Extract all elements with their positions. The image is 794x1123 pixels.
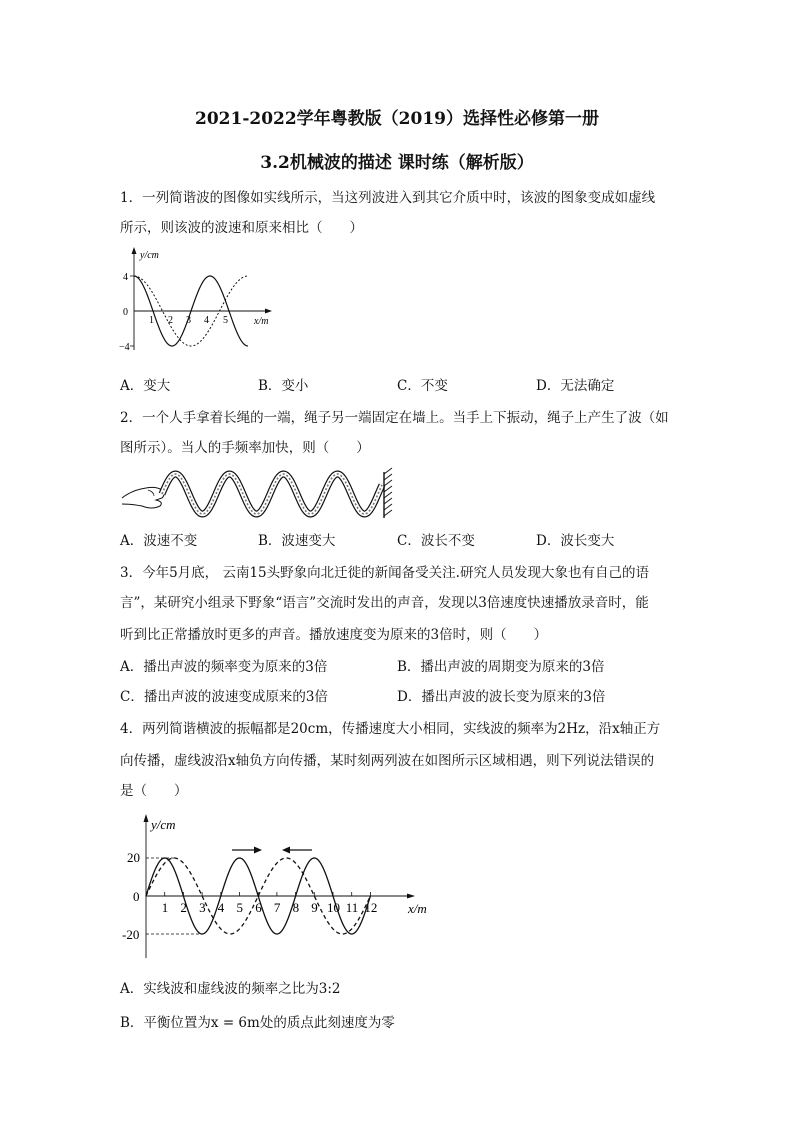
q1-y-label: y/cm bbox=[140, 250, 159, 261]
q3-option-a[interactable]: A．播出声波的频率变为原来的3倍 bbox=[120, 659, 328, 675]
q1-x-label: x/m bbox=[254, 316, 269, 327]
q3-line-1: 3．今年5月底， 云南15头野象向北迁徙的新闻备受关注.研究人员发现大象也有自己的语 bbox=[120, 565, 649, 581]
q1-x-tick: 4 bbox=[204, 315, 209, 326]
q1-x-tick: 5 bbox=[223, 315, 228, 326]
q1-y-tick: −4 bbox=[119, 342, 130, 353]
q4-x-tick: 6 bbox=[255, 900, 262, 915]
q1-option-c[interactable]: C．不变 bbox=[397, 378, 448, 394]
q2-option-c[interactable]: C．波长不变 bbox=[397, 533, 475, 549]
right-arrow-icon bbox=[254, 847, 262, 854]
q3-line-2: 言”，某研究小组录下野象“语言”交流时发出的声音，发现以3倍速度快速播放录音时，能 bbox=[120, 595, 649, 611]
q4-x-tick: 9 bbox=[311, 900, 318, 915]
page-title-line2: 3.2机械波的描述 课时练（解析版） bbox=[260, 153, 534, 173]
q4-x-tick: 4 bbox=[217, 900, 225, 915]
q4-line-2: 向传播，虚线波沿x轴负方向传播，某时刻两列波在如图所示区域相遇，则下列说法错误的 bbox=[120, 753, 655, 769]
q3-option-d[interactable]: D．播出声波的波长变为原来的3倍 bbox=[397, 689, 606, 705]
q4-x-tick: 3 bbox=[199, 900, 206, 915]
q4-wave-figure bbox=[120, 812, 436, 962]
q1-line-2: 所示，则该波的波速和原来相比（ ） bbox=[120, 220, 363, 236]
q1-x-tick: 1 bbox=[149, 315, 154, 326]
left-arrow-icon bbox=[282, 847, 290, 854]
q2-line-1: 2．一个人手拿着长绳的一端，绳子另一端固定在墙上。当手上下振动，绳子上产生了波（如 bbox=[120, 410, 669, 426]
q4-y-label: y/cm bbox=[151, 817, 176, 832]
q4-x-tick: 5 bbox=[236, 900, 243, 915]
q4-x-tick: 10 bbox=[327, 900, 340, 915]
q1-x-tick: 3 bbox=[186, 315, 191, 326]
q3-option-c[interactable]: C．播出声波的波速变成原来的3倍 bbox=[120, 689, 328, 705]
q4-x-tick: 7 bbox=[273, 900, 281, 915]
q4-x-tick: 8 bbox=[292, 900, 300, 915]
q2-option-d[interactable]: D．波长变大 bbox=[536, 533, 615, 549]
q4-option-b[interactable]: B．平衡位置为x = 6m处的质点此刻速度为零 bbox=[120, 1015, 395, 1031]
q2-option-b[interactable]: B．波速变大 bbox=[258, 533, 336, 549]
q4-x-tick: 2 bbox=[180, 900, 187, 915]
q2-option-a[interactable]: A．波速不变 bbox=[120, 533, 198, 549]
q4-line-1: 4．两列简谐横波的振幅都是20cm，传播速度大小相同，实线波的频率为2Hz，沿x轴正方 bbox=[120, 721, 661, 737]
q4-y-tick: -20 bbox=[122, 927, 140, 942]
q4-x-tick: 11 bbox=[345, 900, 359, 915]
q1-x-tick: 2 bbox=[168, 315, 173, 326]
q4-line-3: 是（ ） bbox=[120, 783, 188, 799]
q4-option-a[interactable]: A．实线波和虚线波的频率之比为3:2 bbox=[120, 981, 341, 997]
q1-option-a[interactable]: A．变大 bbox=[120, 378, 171, 394]
q3-line-3: 听到比正常播放时更多的声音。播放速度变为原来的3倍时，则（ ） bbox=[120, 627, 548, 643]
q4-y-tick: 20 bbox=[127, 850, 140, 865]
q1-line-1: 1．一列简谐波的图像如实线所示，当这列波进入到其它介质中时，该波的图象变成如虚线 bbox=[120, 190, 656, 206]
q4-y-tick: 0 bbox=[133, 889, 140, 904]
q1-y-tick: 4 bbox=[123, 272, 128, 283]
q1-option-d[interactable]: D．无法确定 bbox=[536, 378, 615, 394]
q4-x-tick: 12 bbox=[364, 900, 378, 915]
q3-option-b[interactable]: B．播出声波的周期变为原来的3倍 bbox=[397, 659, 605, 675]
q4-x-label: x/m bbox=[408, 901, 427, 916]
q1-option-b[interactable]: B．变小 bbox=[258, 378, 309, 394]
page-title-line1: 2021-2022学年粤教版（2019）选择性必修第一册 bbox=[195, 109, 599, 129]
q4-x-tick: 1 bbox=[161, 900, 169, 915]
q2-line-2: 图所示）。当人的手频率加快，则（ ） bbox=[120, 440, 370, 456]
q1-wave-figure bbox=[118, 244, 288, 356]
q2-rope-figure bbox=[118, 460, 404, 524]
q1-y-tick: 0 bbox=[123, 307, 128, 318]
